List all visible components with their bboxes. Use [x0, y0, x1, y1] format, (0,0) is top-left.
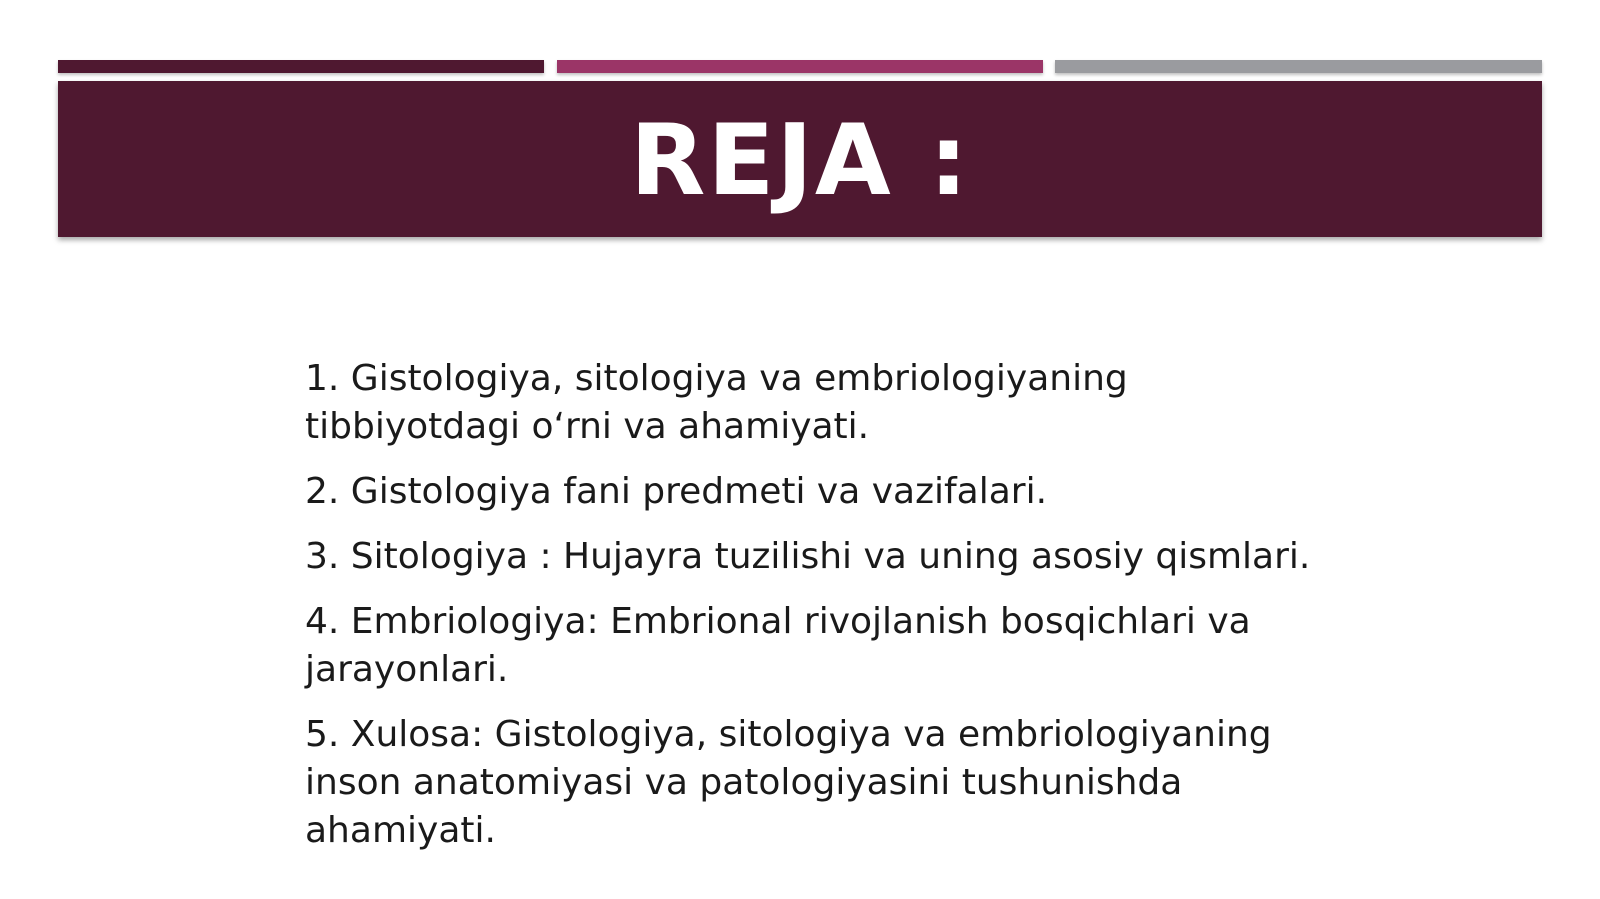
accent-bar-dark — [58, 60, 544, 73]
title-band — [58, 81, 1542, 237]
plan-item-3: 3. Sitologiya : Hujayra tuzilishi va uning asosiy qismlari. — [305, 536, 1311, 577]
accent-bar-magenta — [557, 60, 1043, 73]
plan-list — [305, 355, 1325, 872]
plan-item-4: 4. Embriologiya: Embrional rivojlanish bosqichlari va jarayonlari. — [305, 601, 1251, 690]
slide-title: REJA : — [629, 104, 971, 218]
plan-item-5: 5. Xulosa: Gistologiya, sitologiya va embriologiyaning inson anatomiyasi va patologiyasini tushunishda ahamiyati. — [305, 714, 1272, 851]
plan-item-2: 2. Gistologiya fani predmeti va vazifalari. — [305, 471, 1048, 512]
accent-bar-gray — [1055, 60, 1542, 73]
plan-item-1: 1. Gistologiya, sitologiya va embriologiyaning tibbiyotdagi o‘rni va ahamiyati. — [305, 358, 1128, 447]
